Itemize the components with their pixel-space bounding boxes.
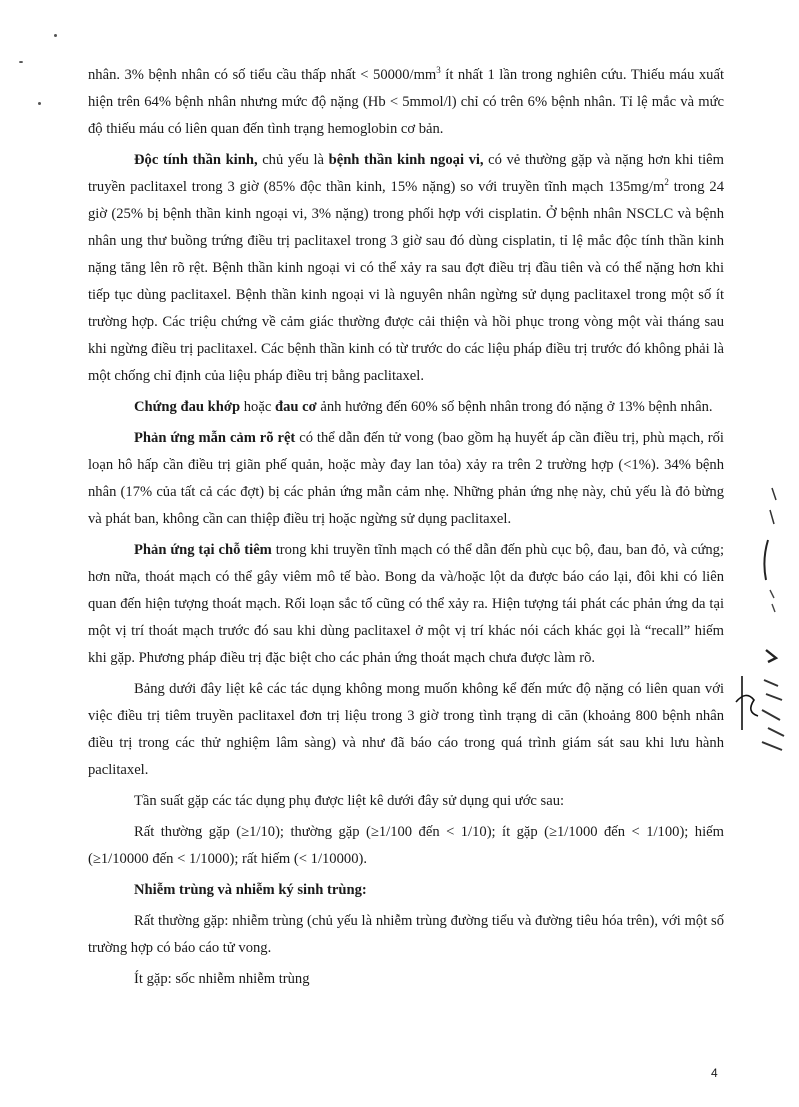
text-run: hoặc [240,399,275,415]
text-run: có thể dẫn đến tử vong (bao gồm hạ huyết áp cần điều trị, phù mạch, rối loạn hô hấp cần điều trị giãn phế quản, hoặc mày đay lan tỏa) xảy ra trên 2 trường hợp (<1%). 34% bệnh nhân (17% của tất cả các đợt) bị các phản ứng mẫn cảm nhẹ. Những phản ứng nhẹ này, chủ yếu là đỏ bừng và phát ban, không cần can thiệp điều trị hoặc ngừng sử dụng paclitaxel. [88,430,724,527]
bold-term: Phản ứng tại chỗ tiêm [134,542,272,558]
margin-handwriting-marks [732,480,792,760]
paragraph-p4 [88,425,724,533]
text-run: Ít gặp: sốc nhiễm nhiễm trùng [134,971,310,987]
text-run: ít nhất 1 lần trong nghiên cứu. Thiếu máu xuất hiện trên 64% bệnh nhân nhưng mức độ nặng (Hb < 5mmol/l) chỉ có trên 6% bệnh nhân. Tỉ lệ mắc và mức độ thiếu máu có liên quan đến tình trạng hemoglobin cơ bản. [88,67,724,137]
scan-speck [38,102,41,105]
bold-term: bệnh thần kinh ngoại vi, [328,152,484,168]
paragraph-p5 [88,537,724,672]
superscript: 3 [436,65,441,76]
paragraph-p9 [88,877,724,904]
paragraph-p2 [88,147,724,390]
text-run: Rất thường gặp (≥1/10); thường gặp (≥1/100 đến < 1/10); ít gặp (≥1/1000 đến < 1/100); hiếm (≥1/10000 đến < 1/1000); rất hiếm (< 1/10000). [88,824,724,867]
superscript: 2 [664,177,669,188]
paragraph-p1 [88,62,724,143]
text-run: Rất thường gặp: nhiễm trùng (chủ yếu là nhiễm trùng đường tiểu và đường tiêu hóa trên), với một số trường hợp có báo cáo tử vong. [88,913,724,956]
text-run: trong khi truyền tĩnh mạch có thể dẫn đến phù cục bộ, đau, ban đỏ, và cứng; hơn nữa, thoát mạch có thể gây viêm mô tế bào. Bong da và/hoặc lột da được báo cáo lại, đôi khi có liên quan đến hiện tượng thoát mạch. Rối loạn sắc tố cũng có thể xảy ra. Hiện tượng tái phát các phản ứng da tại một vị trí thoát mạch trước đó sau khi dùng paclitaxel ở một vị trí khác nói cách khác gọi là “recall” hiếm khi gặp. Phương pháp điều trị đặc biệt cho các phản ứng thoát mạch chưa được làm rõ. [88,542,725,666]
paragraph-p3 [88,394,724,421]
bold-term: Phản ứng mẫn cảm rõ rệt [134,430,296,446]
text-run: trong 24 giờ (25% bị bệnh thần kinh ngoại vi, 3% nặng) trong phối hợp với cisplatin. Ở bệnh nhân NSCLC và bệnh nhân ung thư buồng trứng điều trị paclitaxel trong 3 giờ sau đó dùng cisplatin, tỉ lệ mắc độc tính thần kinh nặng tăng lên rõ rệt. Bệnh thần kinh ngoại vi có thể xảy ra sau đợt điều trị đầu tiên và có thể nặng hơn khi tiếp tục dùng paclitaxel. Bệnh thần kinh ngoại vi là nguyên nhân ngừng sử dụng paclitaxel trong một số ít trường hợp. Các triệu chứng về cảm giác thường được cải thiện và hồi phục trong vòng một vài tháng sau khi ngừng điều trị paclitaxel. Các bệnh thần kinh có từ trước do các liệu pháp điều trị trước đó không phải là một chống chỉ định của liệu pháp điều trị bằng paclitaxel. [88,179,724,384]
text-run: ảnh hưởng đến 60% số bệnh nhân trong đó nặng ở 13% bệnh nhân. [316,399,713,415]
paragraph-p11 [88,966,724,993]
page-number: 4 [711,1066,718,1080]
paragraph-p6 [88,676,724,784]
paragraph-p7 [88,788,724,815]
text-run: chủ yếu là [257,152,329,168]
text-run: Bảng dưới đây liệt kê các tác dụng không mong muốn không kể đến mức độ nặng có liên quan với việc điều trị tiêm truyền paclitaxel đơn trị liệu trong 3 giờ trong tình trạng di căn (khoảng 800 bệnh nhân điều trị trong các thử nghiệm lâm sàng) và như đã báo cáo trong quá trình giám sát sau khi lưu hành paclitaxel. [88,681,724,778]
paragraph-p8 [88,819,724,873]
body-text [88,62,724,997]
bold-term: đau cơ [274,399,317,415]
bold-term: Chứng đau khớp [134,399,241,415]
text-run: Tần suất gặp các tác dụng phụ được liệt kê dưới đây sử dụng qui ước sau: [134,793,565,809]
scan-speck [19,61,23,63]
bold-term: Nhiễm trùng và nhiễm ký sinh trùng: [134,882,367,898]
paragraph-p10 [88,908,724,962]
text-run: có vẻ thường gặp và nặng hơn khi tiêm truyền paclitaxel trong 3 giờ (85% độc thần kinh, 15% nặng) so với truyền tĩnh mạch 135mg/m [88,152,724,195]
bold-term: Độc tính thần kinh, [134,152,258,168]
text-run: nhân. 3% bệnh nhân có số tiểu cầu thấp nhất < 50000/mm [88,67,437,83]
scan-speck [54,34,57,37]
